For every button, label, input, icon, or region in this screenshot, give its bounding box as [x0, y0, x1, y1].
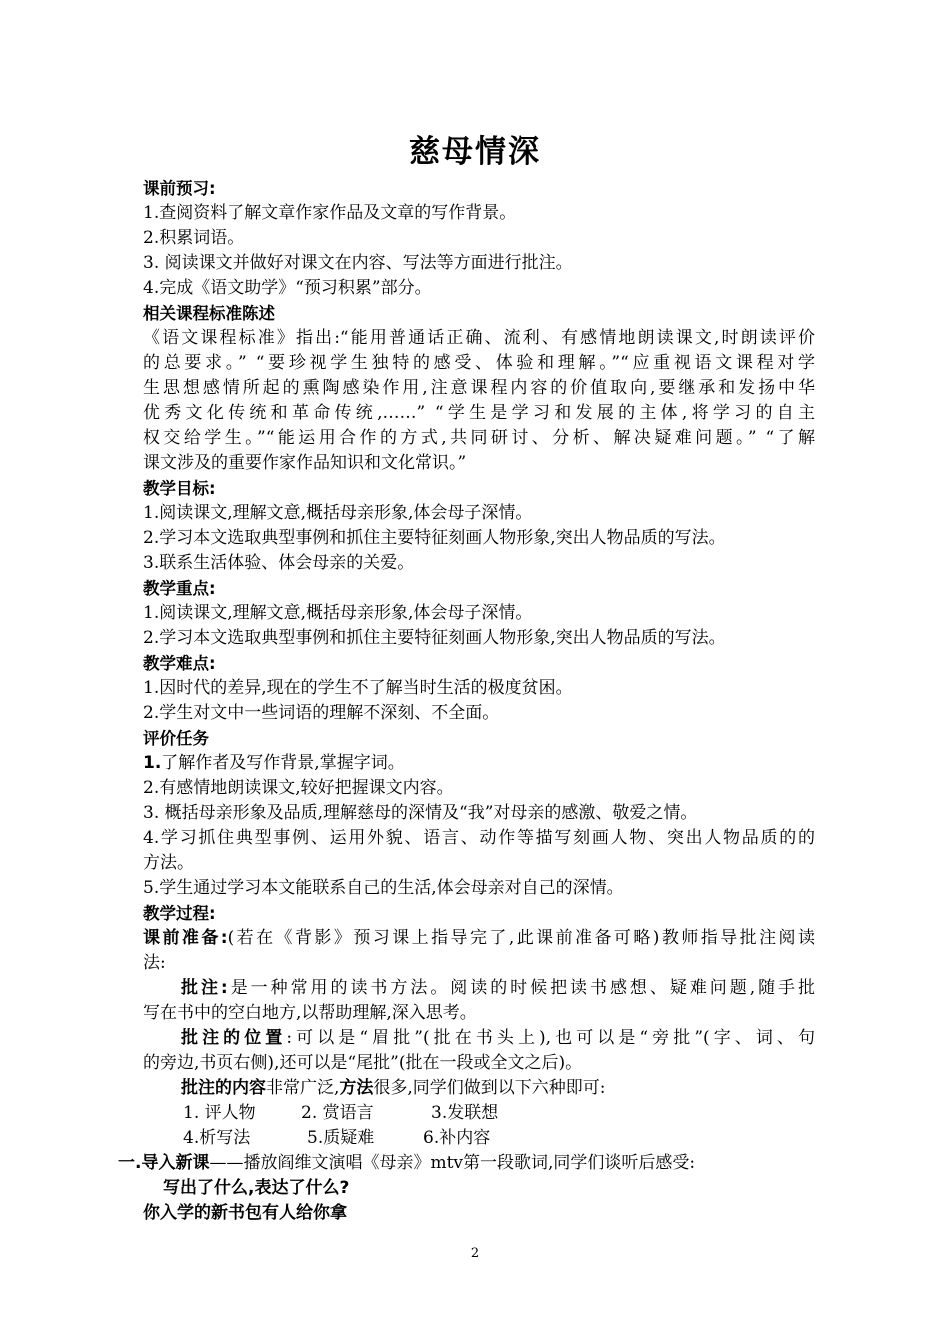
methods-row: [143, 1101, 815, 1126]
method-item: 4.析写法: [183, 1128, 251, 1148]
position-line: [143, 1026, 815, 1051]
intro-label: 一.导入新课: [118, 1153, 210, 1173]
evaluation-item-number: 1.: [143, 753, 162, 773]
methods-row: [143, 1126, 815, 1151]
preview-item: 3. 阅读课文并做好对课文在内容、写法等方面进行批注。: [143, 253, 573, 273]
process-heading: 教学过程:: [143, 904, 216, 923]
content-tail: 很多,同学们做到以下六种即可:: [373, 1078, 606, 1098]
evaluation-item: 方法。: [143, 853, 194, 873]
evaluation-heading: 评价任务: [143, 729, 209, 748]
annotation-text: 是一种常用的读书方法。阅读的时候把读书感想、疑难问题,随手批: [227, 978, 815, 998]
goal-item: 1.阅读课文,理解文意,概括母亲形象,体会母子深情。: [143, 503, 533, 523]
difficulties-heading: 教学难点:: [143, 654, 216, 673]
page-number: 2: [470, 1246, 480, 1261]
preview-item: 2.积累词语。: [143, 228, 245, 248]
method-item: 5.质疑难: [307, 1128, 375, 1148]
intro-lyric: 你入学的新书包有人给你拿: [143, 1203, 347, 1223]
difficulty-item: 1.因时代的差异,现在的学生不了解当时生活的极度贫困。: [143, 678, 573, 698]
intro-line: [118, 1151, 815, 1176]
evaluation-item: 5.学生通过学习本文能联系自己的生活,体会母亲对自己的深情。: [143, 878, 624, 898]
preview-item: 4.完成《语文助学》“预习积累”部分。: [143, 278, 432, 298]
key-point-item: 2.学习本文选取典型事例和抓住主要特征刻画人物形象,突出人物品质的写法。: [143, 628, 726, 648]
standards-line: 优秀文化传统和革命传统,……” “学生是学习和发展的主体,将学习的自主: [143, 403, 815, 423]
prep-line: [143, 926, 815, 951]
standards-line: 权交给学生。”“能运用合作的方式,共同研讨、分析、解决疑难问题。” “了解: [143, 428, 815, 448]
position-text: :可以是“眉批”(批在书头上),也可以是“旁批”(字、词、句: [286, 1028, 815, 1048]
document-body: [118, 176, 815, 1226]
evaluation-item: 2.有感情地朗读课文,较好把握课文内容。: [143, 778, 454, 798]
evaluation-item-text: 了解作者及写作背景,掌握字词。: [161, 753, 405, 773]
method-item: 2. 赏语言: [301, 1103, 374, 1123]
difficulty-item: 2.学生对文中一些词语的理解不深刻、不全面。: [143, 703, 500, 723]
annotation-line: 写在书中的空白地方,以帮助理解,深入思考。: [143, 1003, 477, 1023]
annotation-label: 批注:: [181, 978, 228, 998]
prep-label: 课前准备:: [143, 928, 228, 948]
standards-heading: 相关课程标准陈述: [143, 304, 275, 323]
content-label: 批注的内容: [181, 1078, 266, 1098]
goal-item: 3.联系生活体验、体会母亲的关爱。: [143, 553, 415, 573]
evaluation-item: 3. 概括母亲形象及品质,理解慈母的深情及“我”对母亲的感激、敬爱之情。: [143, 803, 698, 823]
position-label: 批注的位置: [181, 1028, 287, 1048]
standards-line: 《语文课程标准》指出:“能用普通话正确、流利、有感情地朗读课文,时朗读评价: [143, 328, 815, 348]
page-title: 慈母情深: [409, 134, 541, 170]
standards-line: 的总要求。” “要珍视学生独特的感受、体验和理解。”“应重视语文课程对学: [143, 353, 815, 373]
preview-item: 1.查阅资料了解文章作家作品及文章的写作背景。: [143, 203, 517, 223]
key-point-item: 1.阅读课文,理解文意,概括母亲形象,体会母子深情。: [143, 603, 533, 623]
content-text: 非常广泛,: [266, 1078, 340, 1098]
standards-line: 课文涉及的重要作家作品知识和文化常识。”: [143, 453, 467, 473]
method-item: 3.发联想: [431, 1103, 499, 1123]
key-points-heading: 教学重点:: [143, 579, 216, 598]
intro-question: 写出了什么,表达了什么?: [163, 1178, 350, 1198]
goals-heading: 教学目标:: [143, 479, 216, 498]
evaluation-item: 4.学习抓住典型事例、运用外貌、语言、动作等描写刻画人物、突出人物品质的的: [143, 828, 815, 848]
annotation-line: [143, 976, 815, 1001]
standards-line: 生思想感情所起的熏陶感染作用,注意课程内容的价值取向,要继承和发扬中华: [143, 378, 815, 398]
intro-text: ——播放阎维文演唱《母亲》mtv第一段歌词,同学们谈听后感受:: [209, 1153, 696, 1173]
goal-item: 2.学习本文选取典型事例和抓住主要特征刻画人物形象,突出人物品质的写法。: [143, 528, 726, 548]
method-item: 1. 评人物: [183, 1103, 256, 1123]
method-label: 方法: [339, 1078, 374, 1098]
preview-heading: 课前预习:: [143, 179, 216, 198]
evaluation-item: [143, 751, 815, 776]
content-line: [143, 1076, 815, 1101]
prep-text: (若在《背影》预习课上指导完了,此课前准备可略)教师指导批注阅读: [227, 928, 815, 948]
position-line: 的旁边,书页右侧),还可以是“尾批”(批在一段或全文之后)。: [143, 1053, 583, 1073]
prep-line: 法:: [143, 953, 166, 973]
method-item: 6.补内容: [423, 1128, 491, 1148]
